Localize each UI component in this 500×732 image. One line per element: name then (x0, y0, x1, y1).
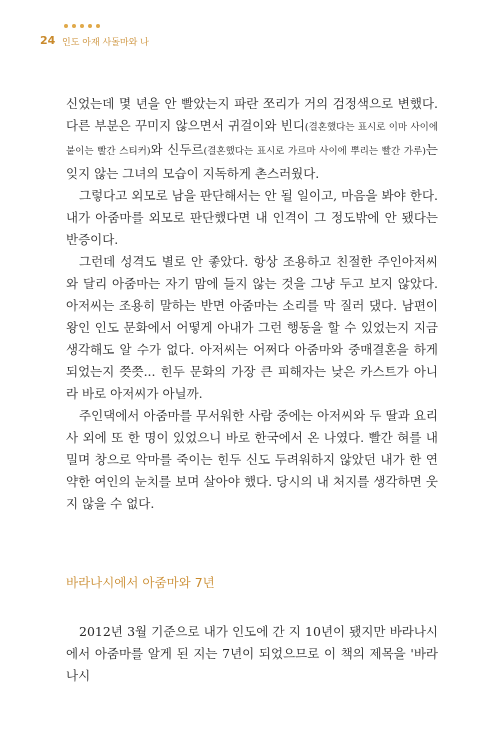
ornament-dot (96, 24, 100, 28)
section-body-text (66, 621, 438, 687)
paragraph-1-text-b: 와 신두르 (150, 142, 204, 157)
ornament-dot (72, 24, 76, 28)
paragraph-2: 그렇다고 외모로 남을 판단해서는 안 될 일이고, 마음을 봐야 한다. 내가 아줌마를 외모로 판단했다면 내 인격이 그 정도밖에 안 됐다는 반증이다. (66, 188, 438, 247)
paragraph-4: 주인댁에서 아줌마를 무서워한 사람 중에는 아저씨와 두 딸과 요리사 외에 또 한 명이 있었으니 바로 한국에서 온 나였다. 빨간 혀를 내밀며 창으로 악마를 죽이는 힌두 신도 두려워하지 않았던 내가 한 연약한 여인의 눈치를 보며 살아야 했다. 당시의 내 처지를 생각하면 웃지 않을 수 없다. (66, 408, 438, 511)
bindi-note: (결혼했다는 표시로 이마 사이에 붙이는 빨간 스티커) (66, 122, 439, 157)
ornament-dot (88, 24, 92, 28)
body-text (66, 93, 438, 515)
running-title: 인도 아재 사돌마와 나 (62, 38, 149, 48)
sindoor-note: (결혼했다는 표시로 가르마 사이에 뿌리는 빨간 가루) (203, 146, 426, 157)
ornament-dot (64, 24, 68, 28)
ornament-dot (80, 24, 84, 28)
header-dots-ornament (64, 24, 100, 28)
paragraph-1-text-a: 신었는데 몇 년을 안 빨았는지 파란 쪼리가 거의 검정색으로 변했다. 다른 부분은 꾸미지 않으면서 귀걸이와 빈디 (66, 96, 438, 133)
section-heading: 바라나시에서 아줌마와 7년 (66, 575, 215, 590)
paragraph-3: 그런데 성격도 별로 안 좋았다. 항상 조용하고 친절한 주인아저씨와 달리 아줌마는 자기 맘에 들지 않는 것을 그냥 두고 보지 않았다. 아저씨는 조용히 말하는 반면 아줌마는 소리를 막 질러 댔다. 남편이 왕인 인도 문화에서 어떻게 아내가 그런 행동을 할 수 있었는지 지금 생각해도 알 수가 없다. 아저씨는 어쩌다 아줌마와 중매결혼을 하게 되었는지 쯧쯧... 힌두 문화의 가장 큰 피해자는 낮은 카스트가 아니라 바로 아저씨가 아닐까. (66, 254, 438, 401)
paragraph-1-text-c: 는 잊지 않는 그녀의 모습이 지독하게 촌스러웠다. (66, 142, 438, 181)
paragraph-1 (66, 93, 438, 185)
page-number: 24 (40, 34, 56, 47)
paragraph-5: 2012년 3월 기준으로 내가 인도에 간 지 10년이 됐지만 바라나시에서 아줌마를 알게 된 지는 7년이 되었으므로 이 책의 제목을 '바라나시 (66, 624, 438, 683)
